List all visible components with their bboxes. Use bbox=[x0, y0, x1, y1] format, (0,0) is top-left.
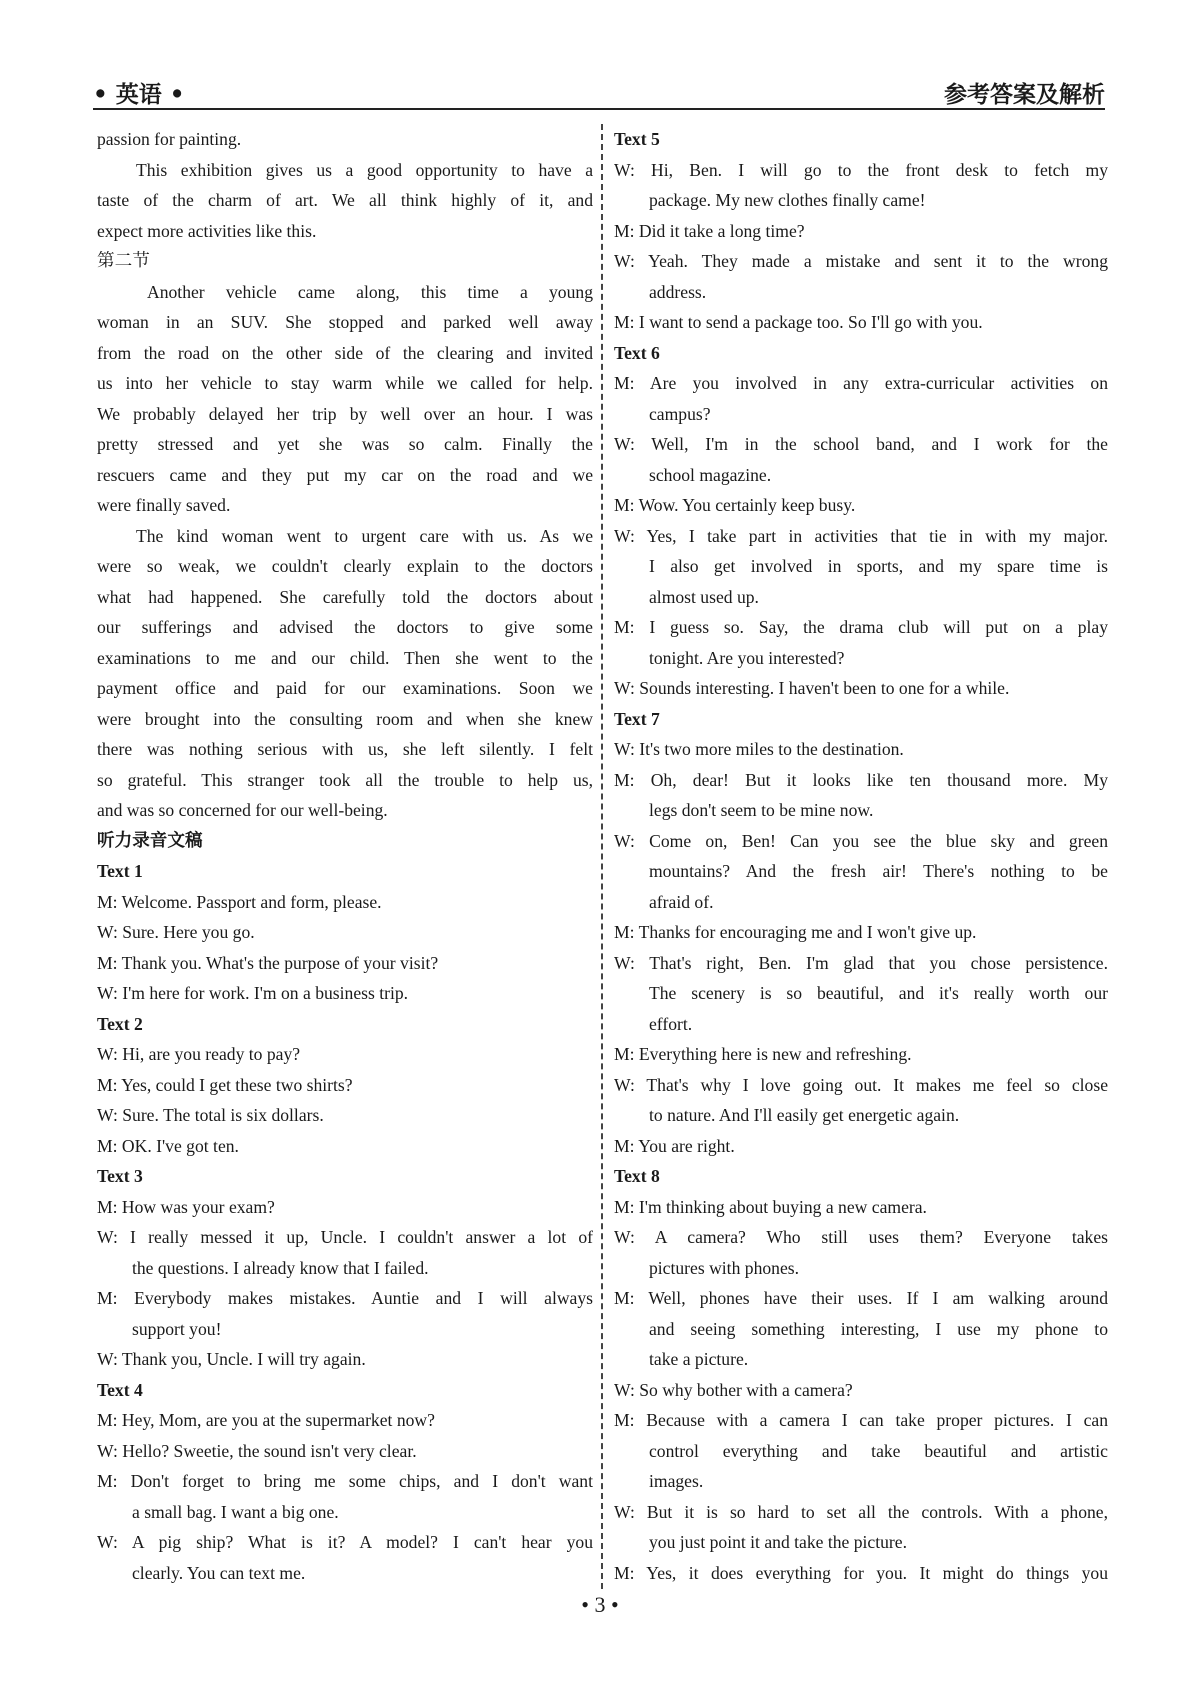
text-line: to nature. And I'll easily get energetic again. bbox=[649, 1105, 960, 1125]
text-line: M: Don't forget to bring me some chips, and I don't want bbox=[97, 1471, 593, 1491]
text-line: M: Because with a camera I can take proper pictures. I can bbox=[614, 1410, 1108, 1430]
text-line: our sufferings and advised the doctors to give some bbox=[97, 617, 593, 637]
text-line: expect more activities like this. bbox=[97, 220, 317, 241]
text-line: W: It's two more miles to the destination. bbox=[614, 739, 904, 759]
text-line: tonight. Are you interested? bbox=[649, 647, 845, 668]
text-line: W: That's why I love going out. It makes me feel so close bbox=[614, 1074, 1108, 1095]
text-line: control everything and take beautiful and artistic bbox=[649, 1440, 1108, 1461]
text-line: passion for painting. bbox=[97, 129, 242, 149]
text-line: M: I guess so. Say, the drama club will put on a play bbox=[614, 617, 1108, 637]
text-line: there was nothing serious with us, she left silently. I felt bbox=[97, 739, 593, 759]
text-line: M: Are you involved in any extra-curricular activities on bbox=[614, 373, 1108, 393]
text-line: M: How was your exam? bbox=[97, 1196, 275, 1217]
text-line: W: I really messed it up, Uncle. I couldn't answer a lot of bbox=[97, 1227, 593, 1247]
text-line: campus? bbox=[649, 403, 711, 424]
text-line: you just point it and take the picture. bbox=[649, 1532, 907, 1552]
text-line: the questions. I already know that I failed. bbox=[132, 1257, 429, 1278]
left-column bbox=[97, 124, 593, 1588]
text-line: rescuers came and they put my car on the road and we bbox=[97, 464, 593, 485]
text-line: W: Sure. The total is six dollars. bbox=[97, 1105, 324, 1125]
text-line: so grateful. This stranger took all the trouble to help us, bbox=[97, 769, 593, 790]
page-header bbox=[93, 76, 1105, 106]
column-divider bbox=[601, 124, 603, 1589]
text-line: were brought into the consulting room and when she knew bbox=[97, 708, 593, 729]
text-line: what had happened. She carefully told the doctors about bbox=[97, 586, 593, 607]
text-line: M: Thanks for encouraging me and I won't give up. bbox=[614, 922, 977, 942]
text-line: M: Yes, could I get these two shirts? bbox=[97, 1074, 353, 1095]
text-line: address. bbox=[649, 281, 707, 302]
text-line: W: Thank you, Uncle. I will try again. bbox=[97, 1349, 366, 1369]
text-line: clearly. You can text me. bbox=[132, 1562, 306, 1583]
text-line: W: Yeah. They made a mistake and sent it to the wrong bbox=[614, 251, 1108, 271]
section-heading: Text 8 bbox=[614, 1166, 660, 1186]
text-line: The kind woman went to urgent care with us. As we bbox=[136, 525, 593, 546]
text-line: M: I'm thinking about buying a new camera. bbox=[614, 1196, 927, 1217]
text-line: W: I'm here for work. I'm on a business trip. bbox=[97, 983, 409, 1003]
right-column bbox=[614, 124, 1108, 1588]
text-line: 第二节 bbox=[97, 251, 150, 271]
text-line: and was so concerned for our well-being. bbox=[97, 800, 388, 820]
section-heading: Text 2 bbox=[97, 1013, 143, 1034]
text-line: package. My new clothes finally came! bbox=[649, 190, 926, 210]
text-line: school magazine. bbox=[649, 464, 772, 485]
text-line: M: Everybody makes mistakes. Auntie and I will always bbox=[97, 1288, 593, 1308]
text-line: M: OK. I've got ten. bbox=[97, 1135, 239, 1156]
text-line: support you! bbox=[132, 1318, 222, 1339]
subject-label: • 英语 • bbox=[93, 81, 185, 108]
text-line: pretty stressed and yet she was so calm. Finally the bbox=[97, 434, 593, 454]
text-line: legs don't seem to be mine now. bbox=[649, 800, 874, 820]
text-line: from the road on the other side of the clearing and invited bbox=[97, 342, 593, 363]
text-line: take a picture. bbox=[649, 1349, 749, 1369]
text-line: I also get involved in sports, and my spare time is bbox=[649, 556, 1108, 576]
text-line: M: I want to send a package too. So I'll go with you. bbox=[614, 312, 983, 332]
text-line: M: You are right. bbox=[614, 1135, 735, 1156]
text-line: W: Sure. Here you go. bbox=[97, 922, 255, 942]
section-heading: Text 1 bbox=[97, 861, 143, 881]
text-line: pictures with phones. bbox=[649, 1257, 800, 1278]
section-heading: Text 6 bbox=[614, 342, 660, 363]
section-title: 参考答案及解析 bbox=[944, 81, 1105, 108]
text-line: were so weak, we couldn't clearly explain to the doctors bbox=[97, 556, 593, 576]
text-line: M: Everything here is new and refreshing. bbox=[614, 1044, 912, 1064]
text-line: woman in an SUV. She stopped and parked well away bbox=[97, 312, 593, 332]
header-rule bbox=[93, 108, 1105, 110]
text-line: taste of the charm of art. We all think highly of it, and bbox=[97, 190, 593, 210]
text-line: effort. bbox=[649, 1013, 693, 1034]
text-line: We probably delayed her trip by well over an hour. I was bbox=[97, 403, 593, 424]
text-line: payment office and paid for our examinations. Soon we bbox=[97, 678, 593, 698]
text-line: W: A camera? Who still uses them? Everyone takes bbox=[614, 1227, 1108, 1247]
text-line: W: That's right, Ben. I'm glad that you chose persistence. bbox=[614, 952, 1108, 973]
text-line: W: So why bother with a camera? bbox=[614, 1379, 853, 1400]
section-heading: Text 7 bbox=[614, 708, 660, 729]
text-line: W: A pig ship? What is it? A model? I can't hear you bbox=[97, 1532, 593, 1552]
text-line: W: Hi, Ben. I will go to the front desk to fetch my bbox=[614, 159, 1108, 180]
text-line: M: Welcome. Passport and form, please. bbox=[97, 891, 382, 912]
text-line: were finally saved. bbox=[97, 495, 231, 515]
text-line: M: Oh, dear! But it looks like ten thousand more. My bbox=[614, 769, 1108, 790]
text-line: and seeing something interesting, I use my phone to bbox=[649, 1318, 1108, 1339]
section-heading: Text 4 bbox=[97, 1379, 143, 1400]
page-number: • 3 • bbox=[581, 1592, 619, 1617]
text-line: Another vehicle came along, this time a young bbox=[147, 281, 593, 302]
text-line: M: Did it take a long time? bbox=[614, 220, 805, 241]
text-line: a small bag. I want a big one. bbox=[132, 1501, 339, 1522]
text-line: W: Well, I'm in the school band, and I work for the bbox=[614, 434, 1108, 454]
text-line: almost used up. bbox=[649, 586, 759, 607]
section-heading: 听力录音文稿 bbox=[97, 830, 203, 851]
text-line: us into her vehicle to stay warm while we called for help. bbox=[97, 373, 593, 393]
text-line: M: Yes, it does everything for you. It might do things you bbox=[614, 1562, 1108, 1583]
section-heading: Text 3 bbox=[97, 1166, 143, 1186]
text-line: W: Sounds interesting. I haven't been to one for a while. bbox=[614, 678, 1010, 698]
text-line: M: Hey, Mom, are you at the supermarket now? bbox=[97, 1410, 435, 1430]
section-heading: Text 5 bbox=[614, 129, 660, 149]
text-line: mountains? And the fresh air! There's nothing to be bbox=[649, 861, 1108, 881]
text-line: This exhibition gives us a good opportunity to have a bbox=[136, 159, 593, 180]
text-line: examinations to me and our child. Then she went to the bbox=[97, 647, 593, 668]
text-line: W: But it is so hard to set all the controls. With a phone, bbox=[614, 1501, 1108, 1522]
text-line: M: Well, phones have their uses. If I am walking around bbox=[614, 1288, 1108, 1308]
text-line: W: Hello? Sweetie, the sound isn't very clear. bbox=[97, 1440, 417, 1461]
text-line: W: Yes, I take part in activities that tie in with my major. bbox=[614, 525, 1108, 546]
text-line: W: Come on, Ben! Can you see the blue sky and green bbox=[614, 830, 1108, 851]
text-line: M: Thank you. What's the purpose of your visit? bbox=[97, 952, 439, 973]
text-line: images. bbox=[649, 1471, 704, 1491]
text-line: M: Wow. You certainly keep busy. bbox=[614, 495, 856, 515]
text-line: The scenery is so beautiful, and it's really worth our bbox=[649, 983, 1108, 1003]
text-line: W: Hi, are you ready to pay? bbox=[97, 1044, 301, 1064]
text-line: afraid of. bbox=[649, 891, 714, 912]
